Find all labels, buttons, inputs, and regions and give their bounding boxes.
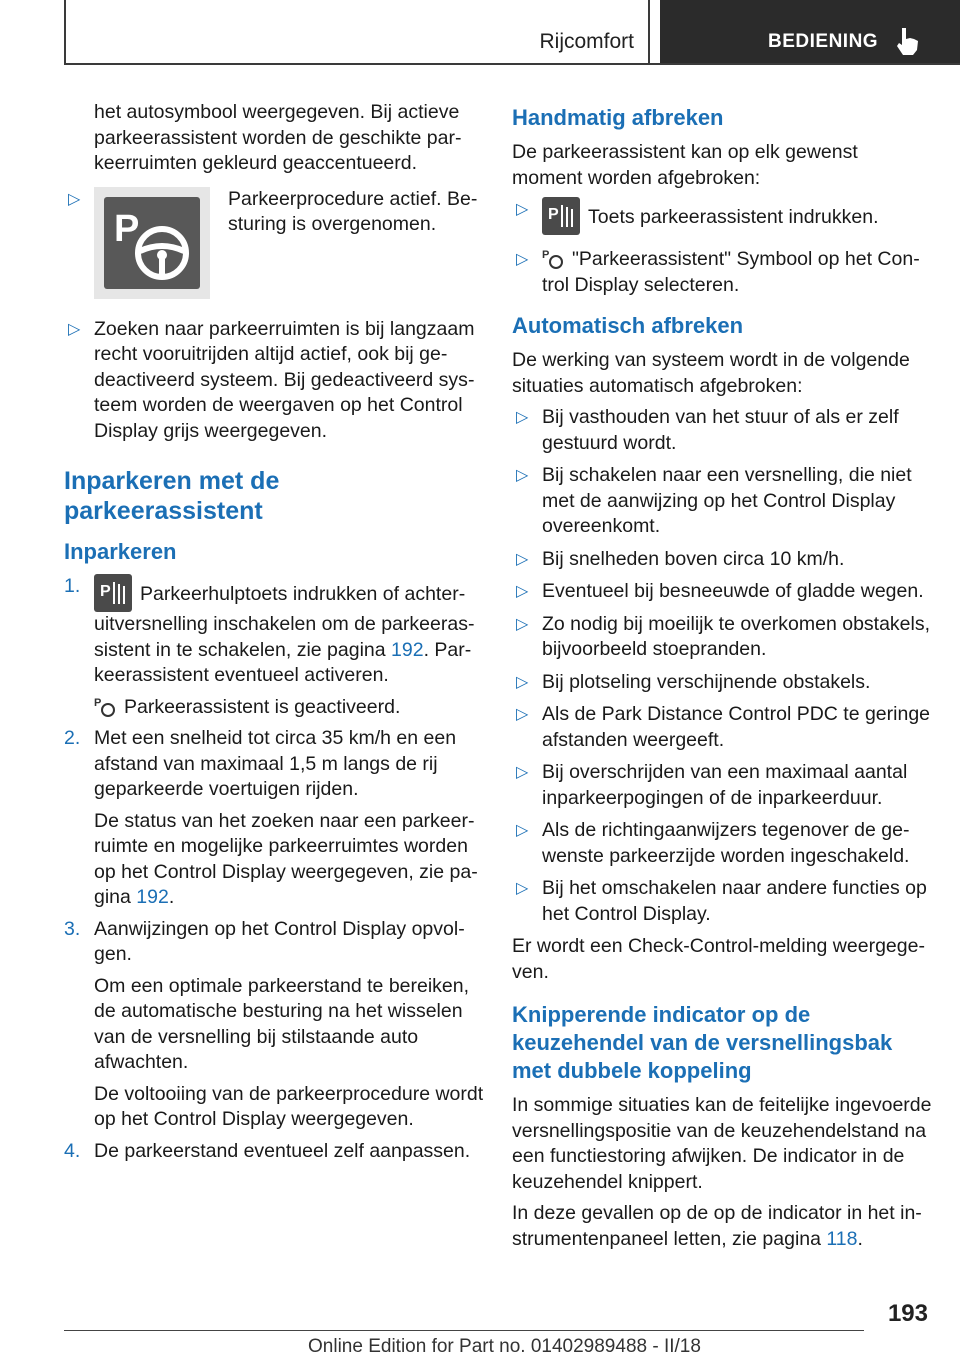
list-item: ▷ Bij plotseling verschijnende obstakels.: [516, 670, 871, 693]
page-link[interactable]: 118: [826, 1227, 858, 1250]
pointing-hand-icon: [893, 26, 921, 56]
header-section-label: Rijcomfort: [539, 30, 634, 53]
list-item: ▷ Bij het omschakelen naar andere functies op het Control Display.: [516, 877, 927, 925]
paragraph: De parkeerassistent kan op elk gewenst moment worden afgebroken:: [512, 141, 858, 189]
bullet-triangle-icon: ▷: [516, 251, 529, 268]
park-assist-button-icon: [94, 574, 132, 612]
list-item: ▷ Zoeken naar parkeerruimten is bij langzaam recht vooruitrijden altijd actief, ook bij gedeactiveerd systeem. Bij gedeactiveerd systeem worden de weergaven op het Control Display grijs weergegeven.: [68, 317, 475, 442]
list-item: ▷ Als de richtingaanwijzers tegenover de gewenste parkeerzijde worden ingeschakeld.: [516, 819, 910, 867]
list-item: ▷ Bij snelheden boven circa 10 km/h.: [516, 547, 845, 570]
paragraph: De werking van systeem wordt in de volgende situaties automatisch afgebroken:: [512, 349, 910, 397]
svg-text:P: P: [100, 583, 111, 600]
list-item: ▷ Bij vasthouden van het stuur of als er zelf gestuurd wordt.: [516, 406, 899, 454]
section-heading: Inparkeren met de parkeerassistent: [64, 467, 280, 525]
page-link[interactable]: 192: [391, 638, 424, 661]
intro-text: het autosymbool weergegeven. Bij actieve parkeerassistent worden de geschikte parkeerruimten gekleurd geaccentueerd.: [94, 101, 462, 174]
bullet-triangle-icon: ▷: [68, 190, 81, 208]
step-1: 1. P Parkeerhulptoets indrukken of achteruitversnelling inschakelen om de parkeerassistent in te schakelen, zie pagina 192. Parkeerassistent eventueel activeren. P Parkeerassistent is geactiveerd.: [64, 575, 475, 718]
paragraph: Er wordt een Check-Control-melding weergegeven.: [512, 935, 925, 983]
auto-abort-list: [512, 405, 932, 927]
bullet-triangle-icon: ▷: [516, 201, 529, 218]
park-assist-active-icon: [94, 695, 116, 717]
list-item: ▷ Bij schakelen naar een versnelling, die niet met de aanwijzing op het Control Display overeenkomt.: [516, 464, 912, 537]
paragraph: In deze gevallen op de op de indicator in het instrumentenpaneel letten, zie pagina 118.: [512, 1202, 922, 1250]
list-item: ▷ Zo nodig bij moeilijk te overkomen obstakels, bijvoorbeeld stoepranden.: [516, 612, 931, 660]
svg-text:P: P: [542, 249, 550, 261]
subsection-heading: Inparkeren: [64, 539, 177, 564]
bullet-image-text: Parkeerprocedure actief. Besturing is overgenomen.: [228, 187, 478, 235]
parking-steering-icon: [94, 187, 210, 299]
left-column: [64, 100, 484, 1170]
list-item: ▷ P Toets parkeerassistent indrukken.: [512, 197, 932, 235]
header-section-tab: [64, 0, 650, 65]
paragraph: In sommige situaties kan de feitelijke ingevoerde versnellingspositie van de keuzehendelstand na een functiestoring afwijken. De indicator in de keuzehendel knippert.: [512, 1094, 932, 1193]
step-3: 3. Aanwijzingen op het Control Display opvolgen. Om een optimale parkeerstand te bereiken, de automatische besturing na het wisselen van de versnelling bij stilstaande auto afwachten. De voltooiing van de parkeerprocedure wordt op het Control Display weergegeven.: [64, 917, 484, 1130]
right-column: [512, 100, 932, 1258]
subsection-heading: Handmatig afbreken: [512, 105, 724, 130]
list-item: ▷ Als de Park Distance Control PDC te geringe afstanden weergeeft.: [516, 703, 931, 751]
bullet-with-image: [64, 187, 484, 299]
footer-edition: Online Edition for Part no. 01402989488 - II/18: [308, 1336, 701, 1357]
list-item: ▷ Eventueel bij besneeuwde of gladde wegen.: [516, 580, 924, 602]
page-number: 193: [887, 1300, 928, 1327]
footer-rule: [64, 1330, 864, 1331]
park-assist-button-icon: [542, 197, 580, 235]
header-rule: [64, 63, 960, 65]
bullet-triangle-icon: ▷: [68, 320, 81, 338]
park-assist-active-icon: [542, 247, 564, 269]
header-chapter-label: BEDIENING: [768, 31, 879, 52]
list-item: ▷ Bij overschrijden van een maximaal aantal inparkeerpogingen of de inparkeerduur.: [516, 761, 908, 809]
step-2: 2. Met een snelheid tot circa 35 km/h en een afstand van maximaal 1,5 m langs de rij geparkeerde voertuigen rijden. De status van het zoeken naar een parkeerruimte en mogelijke parkeerruimtes worden op het Control Display weergegeven, zie pagina 192.: [64, 727, 478, 908]
page-link[interactable]: 192: [136, 886, 169, 908]
list-item: ▷ P "Parkeerassistent" Symbool op het Control Display selecteren.: [516, 248, 920, 296]
svg-text:P: P: [114, 207, 140, 250]
svg-text:P: P: [94, 696, 102, 709]
subsection-heading: Automatisch afbreken: [512, 313, 744, 338]
svg-text:P: P: [548, 206, 559, 223]
subsection-heading: Knipperende indicator op de keuzehendel van de versnellingsbak met dubbele koppeling: [512, 1002, 893, 1083]
step-4: 4. De parkeerstand eventueel zelf aanpassen.: [64, 1139, 471, 1162]
